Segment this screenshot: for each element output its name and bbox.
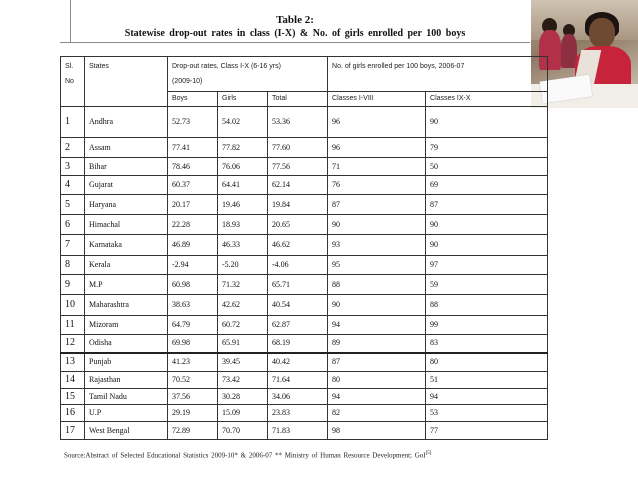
row-sl-cell: 12 [61, 335, 85, 353]
row-state-cell: Kerala [85, 256, 168, 275]
row-classes-9-10-cell: 94 [426, 389, 548, 405]
table-row [61, 422, 548, 440]
row-classes-9-10-cell: 88 [426, 295, 548, 316]
row-state-cell: U.P [85, 405, 168, 422]
row-total-cell: 46.62 [268, 235, 328, 256]
table-row [61, 256, 548, 275]
source-note: Source:Abstract of Selected Educational Statistics 2009-10* & 2006-07 ** Ministry of Human Resource Development; GoI[5] [64, 451, 432, 460]
header-sl: Sl. No [61, 57, 85, 92]
row-classes-9-10-cell: 87 [426, 195, 548, 215]
row-sl-cell: 4 [61, 176, 85, 195]
row-boys-cell: 60.98 [168, 275, 218, 295]
table-row [61, 158, 548, 176]
row-state-cell: Karnataka [85, 235, 168, 256]
row-boys-cell: 77.41 [168, 138, 218, 158]
row-classes-1-8-cell: 98 [328, 422, 426, 440]
row-classes-1-8-cell: 88 [328, 275, 426, 295]
row-total-cell: -4.06 [268, 256, 328, 275]
table-row [61, 295, 548, 316]
row-girls-cell: 73.42 [218, 372, 268, 389]
row-total-cell: 71.64 [268, 372, 328, 389]
table-row [61, 138, 548, 158]
header-states: States [85, 57, 168, 92]
row-total-cell: 20.65 [268, 215, 328, 235]
row-state-cell: Bihar [85, 158, 168, 176]
table-title [60, 14, 530, 40]
row-total-cell: 23.83 [268, 405, 328, 422]
header-row-1 [61, 57, 548, 92]
row-state-cell: Punjab [85, 353, 168, 372]
row-girls-cell: 42.62 [218, 295, 268, 316]
header-girls-enrolled: No. of girls enrolled per 100 boys, 2006-07 [328, 57, 548, 92]
row-total-cell: 71.83 [268, 422, 328, 440]
row-sl-cell: 15 [61, 389, 85, 405]
table-row [61, 176, 548, 195]
row-total-cell: 34.06 [268, 389, 328, 405]
row-classes-9-10-cell: 99 [426, 316, 548, 335]
row-boys-cell: 72.89 [168, 422, 218, 440]
table-row [61, 405, 548, 422]
row-total-cell: 65.71 [268, 275, 328, 295]
row-classes-1-8-cell: 82 [328, 405, 426, 422]
row-total-cell: 68.19 [268, 335, 328, 353]
dropout-table [60, 56, 548, 440]
row-girls-cell: 46.33 [218, 235, 268, 256]
row-classes-9-10-cell: 69 [426, 176, 548, 195]
row-boys-cell: 38.63 [168, 295, 218, 316]
row-state-cell: Rajasthan [85, 372, 168, 389]
row-girls-cell: 30.28 [218, 389, 268, 405]
row-classes-9-10-cell: 53 [426, 405, 548, 422]
row-total-cell: 19.84 [268, 195, 328, 215]
row-state-cell: Assam [85, 138, 168, 158]
row-classes-1-8-cell: 93 [328, 235, 426, 256]
row-state-cell: M.P [85, 275, 168, 295]
row-girls-cell: 18.93 [218, 215, 268, 235]
row-state-cell: West Bengal [85, 422, 168, 440]
row-classes-1-8-cell: 90 [328, 215, 426, 235]
row-boys-cell: 78.46 [168, 158, 218, 176]
row-state-cell: Gujarat [85, 176, 168, 195]
table-row [61, 107, 548, 138]
header-boys: Boys [168, 92, 218, 107]
row-total-cell: 40.54 [268, 295, 328, 316]
row-boys-cell: 70.52 [168, 372, 218, 389]
row-state-cell: Mizoram [85, 316, 168, 335]
row-sl-cell: 7 [61, 235, 85, 256]
row-classes-1-8-cell: 96 [328, 138, 426, 158]
row-classes-9-10-cell: 90 [426, 235, 548, 256]
table-row [61, 353, 548, 372]
row-classes-9-10-cell: 51 [426, 372, 548, 389]
row-classes-1-8-cell: 87 [328, 353, 426, 372]
header-dropout: Drop-out rates, Class I-X (6-16 yrs) (2009-10) [168, 57, 328, 92]
row-sl-cell: 9 [61, 275, 85, 295]
row-classes-1-8-cell: 95 [328, 256, 426, 275]
row-total-cell: 77.56 [268, 158, 328, 176]
row-girls-cell: 70.70 [218, 422, 268, 440]
table-row [61, 275, 548, 295]
row-sl-cell: 11 [61, 316, 85, 335]
table-row [61, 215, 548, 235]
row-sl-cell: 5 [61, 195, 85, 215]
row-boys-cell: -2.94 [168, 256, 218, 275]
row-girls-cell: 65.91 [218, 335, 268, 353]
row-total-cell: 40.42 [268, 353, 328, 372]
row-classes-1-8-cell: 76 [328, 176, 426, 195]
row-classes-9-10-cell: 59 [426, 275, 548, 295]
row-total-cell: 53.36 [268, 107, 328, 138]
row-classes-1-8-cell: 90 [328, 295, 426, 316]
row-girls-cell: -5.20 [218, 256, 268, 275]
row-girls-cell: 76.06 [218, 158, 268, 176]
decorative-horizontal-rule [60, 42, 530, 43]
row-classes-9-10-cell: 90 [426, 107, 548, 138]
table-row [61, 235, 548, 256]
row-state-cell: Odisha [85, 335, 168, 353]
table-row [61, 195, 548, 215]
row-girls-cell: 54.02 [218, 107, 268, 138]
row-girls-cell: 15.09 [218, 405, 268, 422]
row-classes-1-8-cell: 94 [328, 316, 426, 335]
table-row [61, 389, 548, 405]
header-girls: Girls [218, 92, 268, 107]
row-sl-cell: 17 [61, 422, 85, 440]
row-classes-9-10-cell: 50 [426, 158, 548, 176]
row-sl-cell: 8 [61, 256, 85, 275]
header-total: Total [268, 92, 328, 107]
row-boys-cell: 46.89 [168, 235, 218, 256]
row-boys-cell: 52.73 [168, 107, 218, 138]
row-classes-1-8-cell: 80 [328, 372, 426, 389]
table-row [61, 316, 548, 335]
row-boys-cell: 41.23 [168, 353, 218, 372]
row-boys-cell: 37.56 [168, 389, 218, 405]
row-state-cell: Maharashtra [85, 295, 168, 316]
row-state-cell: Himachal [85, 215, 168, 235]
row-classes-1-8-cell: 96 [328, 107, 426, 138]
row-classes-9-10-cell: 80 [426, 353, 548, 372]
row-girls-cell: 39.45 [218, 353, 268, 372]
row-boys-cell: 64.79 [168, 316, 218, 335]
row-state-cell: Haryana [85, 195, 168, 215]
row-classes-1-8-cell: 94 [328, 389, 426, 405]
table-number: Table 2: [276, 14, 314, 26]
row-state-cell: Tamil Nadu [85, 389, 168, 405]
row-classes-9-10-cell: 79 [426, 138, 548, 158]
row-boys-cell: 22.28 [168, 215, 218, 235]
table-row [61, 335, 548, 353]
row-sl-cell: 10 [61, 295, 85, 316]
row-total-cell: 62.87 [268, 316, 328, 335]
row-boys-cell: 60.37 [168, 176, 218, 195]
row-boys-cell: 20.17 [168, 195, 218, 215]
row-classes-1-8-cell: 87 [328, 195, 426, 215]
row-classes-1-8-cell: 89 [328, 335, 426, 353]
row-sl-cell: 13 [61, 353, 85, 372]
header-row-2 [61, 92, 548, 107]
header-classes-9-10: Classes IX-X [426, 92, 548, 107]
row-girls-cell: 64.41 [218, 176, 268, 195]
row-classes-1-8-cell: 71 [328, 158, 426, 176]
header-classes-1-8: Classes I-VIII [328, 92, 426, 107]
row-sl-cell: 16 [61, 405, 85, 422]
row-girls-cell: 71.32 [218, 275, 268, 295]
row-sl-cell: 6 [61, 215, 85, 235]
row-classes-9-10-cell: 97 [426, 256, 548, 275]
row-classes-9-10-cell: 77 [426, 422, 548, 440]
row-girls-cell: 77.82 [218, 138, 268, 158]
table-caption: Statewise drop-out rates in class (I-X) & No. of girls enrolled per 100 boys [124, 28, 466, 39]
row-classes-9-10-cell: 90 [426, 215, 548, 235]
row-girls-cell: 60.72 [218, 316, 268, 335]
table-row [61, 372, 548, 389]
row-total-cell: 77.60 [268, 138, 328, 158]
row-boys-cell: 69.98 [168, 335, 218, 353]
row-girls-cell: 19.46 [218, 195, 268, 215]
row-sl-cell: 3 [61, 158, 85, 176]
row-sl-cell: 14 [61, 372, 85, 389]
row-sl-cell: 1 [61, 107, 85, 138]
row-sl-cell: 2 [61, 138, 85, 158]
row-total-cell: 62.14 [268, 176, 328, 195]
row-classes-9-10-cell: 83 [426, 335, 548, 353]
row-boys-cell: 29.19 [168, 405, 218, 422]
row-state-cell: Andhra [85, 107, 168, 138]
